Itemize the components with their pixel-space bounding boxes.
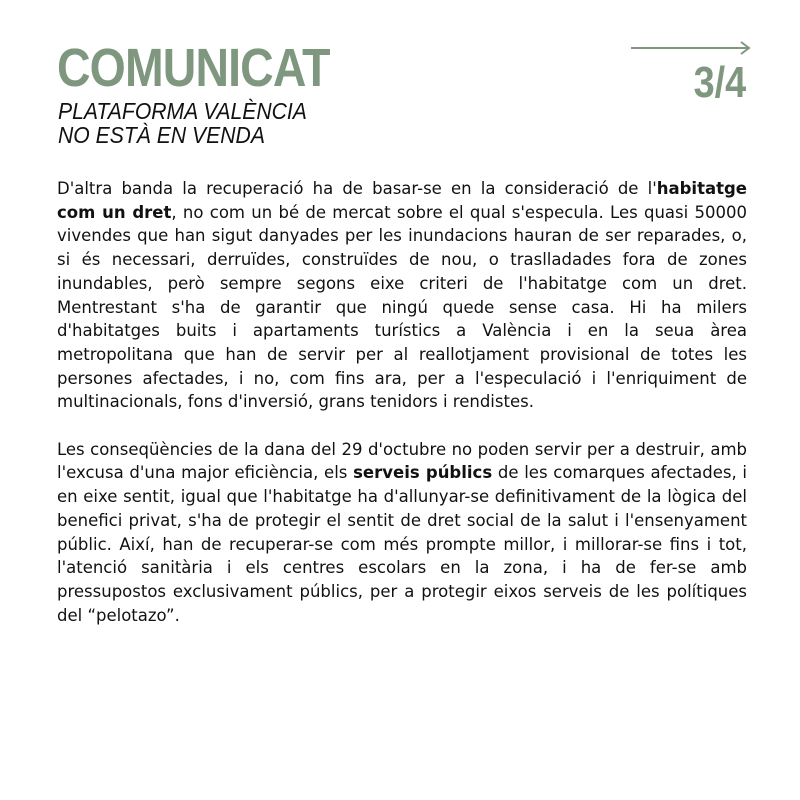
page-subtitle <box>58 99 307 147</box>
paragraph-1-highlight: habitatge com un dret <box>57 179 747 222</box>
paragraph-housing <box>57 177 747 414</box>
subtitle-line-1: PLATAFORMA VALÈNCIA <box>58 98 307 124</box>
paragraph-2-highlight: serveis públics <box>353 463 493 483</box>
page-title: COMUNICAT <box>57 38 330 98</box>
paragraph-1-rest: , no com un bé de mercat sobre el qual s'especula. Les quasi 50000 vivendes que han sigut danyades per les inundacions hauran de ser reparades, o, si és necessari, derruïdes, construïdes de nou, o traslladades fora de zones inundables, però sempre segons eixe criteri de l'habitatge com un dret. Mentrestant s'ha de garantir que ningú quede sense casa. Hi ha milers d'habitatges buits i apartaments turístics a València i en la seua àrea metropolitana que han de servir per al reallotjament provisional de totes les persones afectades, i no, com fins ara, per a l'especulació i l'enriquiment de multinacionals, fons d'inversió, grans tenidors i rendistes. <box>57 202 747 412</box>
paragraph-2-rest: de les comarques afectades, i en eixe sentit, igual que l'habitatge ha d'allunyar-se definitivament de la lògica del benefici privat, s'ha de protegir el sentit de dret social de la salut i l'ensenyament públic. Així, han de recuperar-se com més prompte millor, i millorar-se fins i tot, l'atenció sanitària i els centres escolars en la zona, i ha de fer-se amb pressupostos exclusivament públics, per a protegir eixos serveis de les polítiques del “pelotazo”. <box>57 463 747 625</box>
body-text <box>57 177 747 651</box>
page-number: 3/4 <box>693 58 746 107</box>
paragraph-public-services <box>57 438 747 628</box>
paragraph-1-intro: D'altra banda la recuperació ha de basar-se en la consideració de l' <box>57 179 657 198</box>
subtitle-line-2: NO ESTÀ EN VENDA <box>58 122 265 148</box>
paragraph-2-intro: Les conseqüències de la dana del 29 d'octubre no poden servir per a destruir, amb l'excusa d'una major eficiència, els <box>57 439 747 483</box>
arrow-right-icon <box>630 40 752 56</box>
